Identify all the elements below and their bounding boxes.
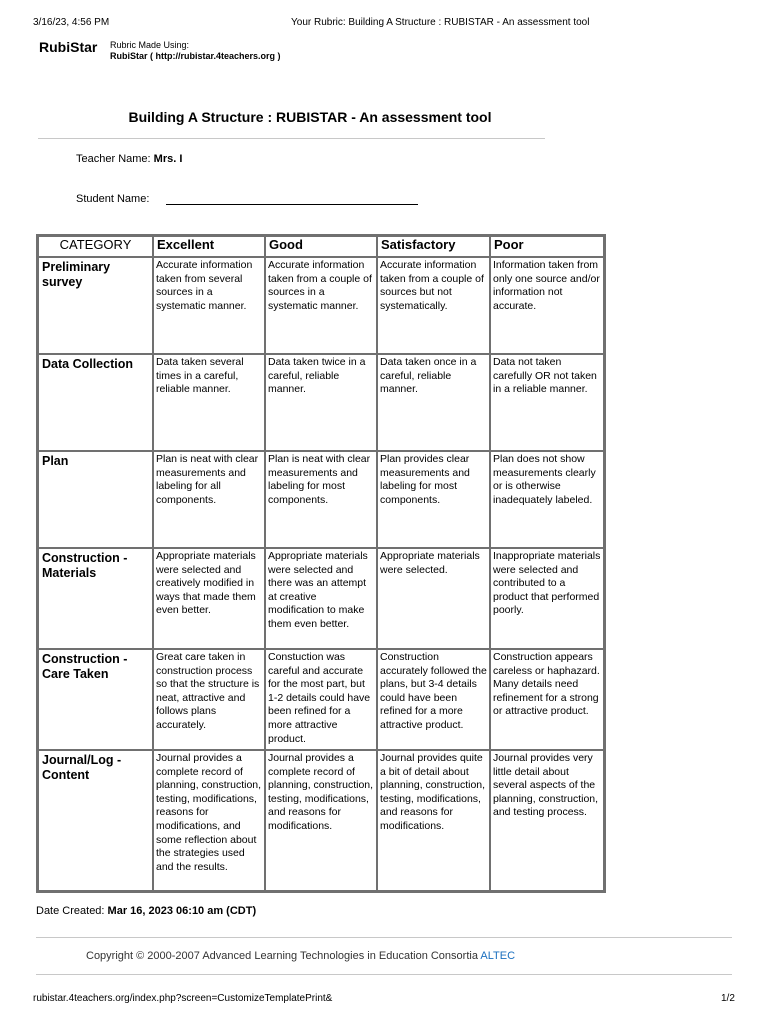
date-created-label: Date Created: [36, 905, 105, 917]
criteria-cell: Data not taken carefully OR not taken in a reliable manner. [490, 354, 604, 451]
print-datetime: 3/16/23, 4:56 PM [33, 17, 110, 28]
rubric-table [36, 234, 606, 893]
header-excellent: Excellent [153, 236, 265, 257]
header-category: CATEGORY [38, 236, 153, 257]
footer-divider-top [36, 937, 732, 938]
date-created [36, 905, 256, 917]
rubric-row [38, 257, 604, 354]
altec-link[interactable]: ALTEC [480, 950, 516, 962]
criteria-cell: Appropriate materials were selected. [377, 548, 490, 649]
criteria-cell: Data taken twice in a careful, reliable manner. [265, 354, 377, 451]
title-divider [38, 138, 545, 139]
criteria-cell: Plan provides clear measurements and labeling for most components. [377, 451, 490, 548]
made-using [110, 40, 281, 62]
criteria-cell: Great care taken in construction process so that the structure is neat, attractive and follows plans accurately. [153, 649, 265, 750]
date-created-value: Mar 16, 2023 06:10 am (CDT) [107, 905, 257, 917]
rubric-header-row [38, 236, 604, 257]
page-title: Building A Structure : RUBISTAR - An assessment tool [128, 109, 492, 125]
criteria-cell: Construction accurately followed the plans, but 3-4 details could have been refined for a more attractive product. [377, 649, 490, 750]
criteria-cell: Plan does not show measurements clearly or is otherwise inadequately labeled. [490, 451, 604, 548]
category-cell: Journal/Log - Content [38, 750, 153, 891]
student-name-line [166, 204, 418, 205]
header-good: Good [265, 236, 377, 257]
page-number: 1/2 [721, 993, 735, 1004]
criteria-cell: Construction appears careless or haphazard. Many details need refinement for a strong or attractive product. [490, 649, 604, 750]
criteria-cell: Accurate information taken from a couple of sources in a systematic manner. [265, 257, 377, 354]
student-name-label: Student Name: [76, 193, 150, 205]
criteria-cell: Accurate information taken from several sources in a systematic manner. [153, 257, 265, 354]
print-url: rubistar.4teachers.org/index.php?screen=CustomizeTemplatePrint& [33, 993, 333, 1004]
rubric-row [38, 649, 604, 750]
criteria-cell: Data taken once in a careful, reliable manner. [377, 354, 490, 451]
criteria-cell: Plan is neat with clear measurements and labeling for all components. [153, 451, 265, 548]
made-using-link[interactable]: RubiStar ( http://rubistar.4teachers.org ) [110, 51, 281, 61]
criteria-cell: Journal provides a complete record of planning, construction, testing, modifications, and reasons for modifications. [265, 750, 377, 891]
criteria-cell: Appropriate materials were selected and creatively modified in ways that made them even better. [153, 548, 265, 649]
rubric-row [38, 750, 604, 891]
criteria-cell: Accurate information taken from a couple of sources but not systematically. [377, 257, 490, 354]
category-cell: Data Collection [38, 354, 153, 451]
category-cell: Construction - Care Taken [38, 649, 153, 750]
criteria-cell: Journal provides quite a bit of detail about planning, construction, testing, modifications, and reasons for modifications. [377, 750, 490, 891]
criteria-cell: Data taken several times in a careful, reliable manner. [153, 354, 265, 451]
header-poor: Poor [490, 236, 604, 257]
rubric-row [38, 451, 604, 548]
criteria-cell: Plan is neat with clear measurements and labeling for most components. [265, 451, 377, 548]
copyright [86, 950, 515, 962]
rubric-row [38, 354, 604, 451]
criteria-cell: Constuction was careful and accurate for the most part, but 1-2 details could have been refined for a more attractive product. [265, 649, 377, 750]
made-using-label: Rubric Made Using: [110, 40, 190, 50]
criteria-cell: Information taken from only one source and/or information not accurate. [490, 257, 604, 354]
teacher-name [76, 153, 182, 165]
copyright-text: Copyright © 2000-2007 Advanced Learning Technologies in Education Consortia [86, 950, 478, 962]
print-doc-title: Your Rubric: Building A Structure : RUBISTAR - An assessment tool [291, 17, 590, 28]
category-cell: Preliminary survey [38, 257, 153, 354]
criteria-cell: Journal provides very little detail about several aspects of the planning, construction, and testing process. [490, 750, 604, 891]
category-cell: Construction - Materials [38, 548, 153, 649]
header-satisfactory: Satisfactory [377, 236, 490, 257]
category-cell: Plan [38, 451, 153, 548]
rubistar-logo[interactable]: RubiStar [39, 39, 98, 55]
criteria-cell: Journal provides a complete record of planning, construction, testing, modifications, reasons for modifications, and some reflection about the strategies used and the results. [153, 750, 265, 891]
rubric-row [38, 548, 604, 649]
criteria-cell: Appropriate materials were selected and there was an attempt at creative modification to make them even better. [265, 548, 377, 649]
teacher-name-value: Mrs. I [153, 153, 183, 165]
teacher-name-label: Teacher Name: [76, 153, 151, 165]
footer-divider-bottom [36, 974, 732, 975]
criteria-cell: Inappropriate materials were selected and contributed to a product that performed poorly. [490, 548, 604, 649]
